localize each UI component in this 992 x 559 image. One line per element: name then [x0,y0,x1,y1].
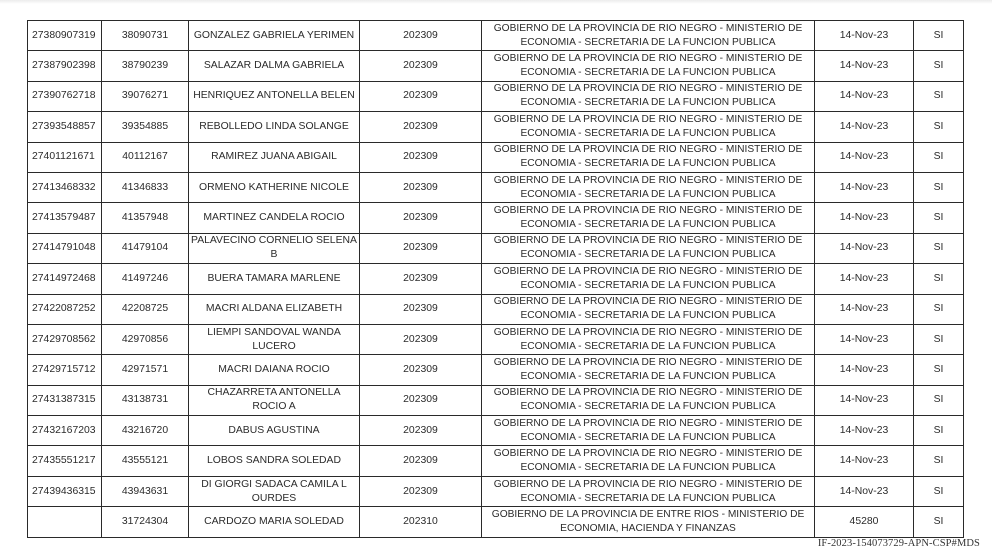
organization-cell: GOBIERNO DE LA PROVINCIA DE ENTRE RIOS - MINISTERIO DE ECONOMIA, HACIENDA Y FINANZAS [482,507,815,537]
flag-cell: SI [914,476,964,506]
flag-cell: SI [914,172,964,202]
date-cell: 14-Nov-23 [815,172,914,202]
date-cell: 45280 [815,507,914,537]
period-cell: 202309 [360,51,482,81]
period-cell: 202309 [360,233,482,263]
period-cell: 202309 [360,203,482,233]
date-cell: 14-Nov-23 [815,203,914,233]
flag-cell: SI [914,264,964,294]
name-cell: GONZALEZ GABRIELA YERIMEN [189,21,360,51]
table-row [28,81,964,111]
period-cell: 202309 [360,385,482,415]
flag-cell: SI [914,81,964,111]
period-cell: 202309 [360,264,482,294]
organization-cell: GOBIERNO DE LA PROVINCIA DE RIO NEGRO - MINISTERIO DE ECONOMIA - SECRETARIA DE LA FUNCION PUBLICA [482,81,815,111]
organization-cell: GOBIERNO DE LA PROVINCIA DE RIO NEGRO - MINISTERIO DE ECONOMIA - SECRETARIA DE LA FUNCION PUBLICA [482,203,815,233]
organization-cell: GOBIERNO DE LA PROVINCIA DE RIO NEGRO - MINISTERIO DE ECONOMIA - SECRETARIA DE LA FUNCION PUBLICA [482,294,815,324]
table-row [28,112,964,142]
dni-cell: 41346833 [102,172,189,202]
name-cell: SALAZAR DALMA GABRIELA [189,51,360,81]
cuil-cell: 27414791048 [28,233,102,263]
name-cell: CHAZARRETA ANTONELLA ROCIO A [189,385,360,415]
dni-cell: 42971571 [102,355,189,385]
date-cell: 14-Nov-23 [815,355,914,385]
name-cell: BUERA TAMARA MARLENE [189,264,360,294]
table-row [28,446,964,476]
cuil-cell: 27414972468 [28,264,102,294]
dni-cell: 38090731 [102,21,189,51]
period-cell: 202309 [360,142,482,172]
cuil-cell: 27380907319 [28,21,102,51]
date-cell: 14-Nov-23 [815,81,914,111]
period-cell: 202309 [360,416,482,446]
period-cell: 202310 [360,507,482,537]
table-row [28,385,964,415]
flag-cell: SI [914,507,964,537]
organization-cell: GOBIERNO DE LA PROVINCIA DE RIO NEGRO - MINISTERIO DE ECONOMIA - SECRETARIA DE LA FUNCION PUBLICA [482,51,815,81]
organization-cell: GOBIERNO DE LA PROVINCIA DE RIO NEGRO - MINISTERIO DE ECONOMIA - SECRETARIA DE LA FUNCION PUBLICA [482,233,815,263]
dni-cell: 39354885 [102,112,189,142]
dni-cell: 43555121 [102,446,189,476]
date-cell: 14-Nov-23 [815,385,914,415]
table-row [28,264,964,294]
flag-cell: SI [914,416,964,446]
cuil-cell: 27413468332 [28,172,102,202]
date-cell: 14-Nov-23 [815,112,914,142]
flag-cell: SI [914,294,964,324]
period-cell: 202309 [360,172,482,202]
date-cell: 14-Nov-23 [815,233,914,263]
date-cell: 14-Nov-23 [815,264,914,294]
period-cell: 202309 [360,112,482,142]
page-top-edge [0,0,992,4]
name-cell: REBOLLEDO LINDA SOLANGE [189,112,360,142]
flag-cell: SI [914,51,964,81]
name-cell: DABUS AGUSTINA [189,416,360,446]
name-cell: ORMENO KATHERINE NICOLE [189,172,360,202]
table-row [28,172,964,202]
period-cell: 202309 [360,294,482,324]
flag-cell: SI [914,385,964,415]
cuil-cell: 27413579487 [28,203,102,233]
organization-cell: GOBIERNO DE LA PROVINCIA DE RIO NEGRO - MINISTERIO DE ECONOMIA - SECRETARIA DE LA FUNCION PUBLICA [482,142,815,172]
date-cell: 14-Nov-23 [815,21,914,51]
period-cell: 202309 [360,446,482,476]
date-cell: 14-Nov-23 [815,416,914,446]
organization-cell: GOBIERNO DE LA PROVINCIA DE RIO NEGRO - MINISTERIO DE ECONOMIA - SECRETARIA DE LA FUNCION PUBLICA [482,172,815,202]
table-row [28,355,964,385]
table-row [28,233,964,263]
table-row [28,294,964,324]
dni-cell: 41357948 [102,203,189,233]
table-row [28,507,964,537]
date-cell: 14-Nov-23 [815,476,914,506]
period-cell: 202309 [360,476,482,506]
date-cell: 14-Nov-23 [815,142,914,172]
organization-cell: GOBIERNO DE LA PROVINCIA DE RIO NEGRO - MINISTERIO DE ECONOMIA - SECRETARIA DE LA FUNCION PUBLICA [482,416,815,446]
name-cell: LOBOS SANDRA SOLEDAD [189,446,360,476]
table-row [28,142,964,172]
cuil-cell: 27422087252 [28,294,102,324]
flag-cell: SI [914,446,964,476]
dni-cell: 42970856 [102,324,189,354]
cuil-cell: 27431387315 [28,385,102,415]
dni-cell: 43138731 [102,385,189,415]
dni-cell: 42208725 [102,294,189,324]
cuil-cell [28,507,102,537]
period-cell: 202309 [360,355,482,385]
flag-cell: SI [914,112,964,142]
table-row [28,476,964,506]
flag-cell: SI [914,324,964,354]
flag-cell: SI [914,233,964,263]
name-cell: CARDOZO MARIA SOLEDAD [189,507,360,537]
cuil-cell: 27387902398 [28,51,102,81]
period-cell: 202309 [360,81,482,111]
flag-cell: SI [914,142,964,172]
organization-cell: GOBIERNO DE LA PROVINCIA DE RIO NEGRO - MINISTERIO DE ECONOMIA - SECRETARIA DE LA FUNCION PUBLICA [482,264,815,294]
flag-cell: SI [914,355,964,385]
table-row [28,21,964,51]
records-table [27,20,964,538]
dni-cell: 43943631 [102,476,189,506]
cuil-cell: 27401121671 [28,142,102,172]
dni-cell: 43216720 [102,416,189,446]
dni-cell: 31724304 [102,507,189,537]
dni-cell: 41497246 [102,264,189,294]
table-row [28,416,964,446]
cuil-cell: 27429708562 [28,324,102,354]
name-cell: RAMIREZ JUANA ABIGAIL [189,142,360,172]
date-cell: 14-Nov-23 [815,324,914,354]
flag-cell: SI [914,21,964,51]
name-cell: MACRI ALDANA ELIZABETH [189,294,360,324]
dni-cell: 41479104 [102,233,189,263]
cuil-cell: 27432167203 [28,416,102,446]
name-cell: HENRIQUEZ ANTONELLA BELEN [189,81,360,111]
table-row [28,51,964,81]
organization-cell: GOBIERNO DE LA PROVINCIA DE RIO NEGRO - MINISTERIO DE ECONOMIA - SECRETARIA DE LA FUNCION PUBLICA [482,476,815,506]
period-cell: 202309 [360,21,482,51]
dni-cell: 38790239 [102,51,189,81]
organization-cell: GOBIERNO DE LA PROVINCIA DE RIO NEGRO - MINISTERIO DE ECONOMIA - SECRETARIA DE LA FUNCION PUBLICA [482,324,815,354]
date-cell: 14-Nov-23 [815,51,914,81]
period-cell: 202309 [360,324,482,354]
document-reference: IF-2023-154073729-APN-CSP#MDS [817,538,980,549]
cuil-cell: 27429715712 [28,355,102,385]
name-cell: LIEMPI SANDOVAL WANDA LUCERO [189,324,360,354]
organization-cell: GOBIERNO DE LA PROVINCIA DE RIO NEGRO - MINISTERIO DE ECONOMIA - SECRETARIA DE LA FUNCION PUBLICA [482,355,815,385]
dni-cell: 40112167 [102,142,189,172]
cuil-cell: 27435551217 [28,446,102,476]
name-cell: MACRI DAIANA ROCIO [189,355,360,385]
organization-cell: GOBIERNO DE LA PROVINCIA DE RIO NEGRO - MINISTERIO DE ECONOMIA - SECRETARIA DE LA FUNCION PUBLICA [482,385,815,415]
dni-cell: 39076271 [102,81,189,111]
name-cell: MARTINEZ CANDELA ROCIO [189,203,360,233]
organization-cell: GOBIERNO DE LA PROVINCIA DE RIO NEGRO - MINISTERIO DE ECONOMIA - SECRETARIA DE LA FUNCION PUBLICA [482,112,815,142]
organization-cell: GOBIERNO DE LA PROVINCIA DE RIO NEGRO - MINISTERIO DE ECONOMIA - SECRETARIA DE LA FUNCION PUBLICA [482,446,815,476]
cuil-cell: 27390762718 [28,81,102,111]
name-cell: DI GIORGI SADACA CAMILA L OURDES [189,476,360,506]
organization-cell: GOBIERNO DE LA PROVINCIA DE RIO NEGRO - MINISTERIO DE ECONOMIA - SECRETARIA DE LA FUNCION PUBLICA [482,21,815,51]
date-cell: 14-Nov-23 [815,294,914,324]
table-row [28,324,964,354]
flag-cell: SI [914,203,964,233]
table-row [28,203,964,233]
cuil-cell: 27439436315 [28,476,102,506]
name-cell: PALAVECINO CORNELIO SELENA B [189,233,360,263]
records-table-body [28,21,964,538]
date-cell: 14-Nov-23 [815,446,914,476]
cuil-cell: 27393548857 [28,112,102,142]
